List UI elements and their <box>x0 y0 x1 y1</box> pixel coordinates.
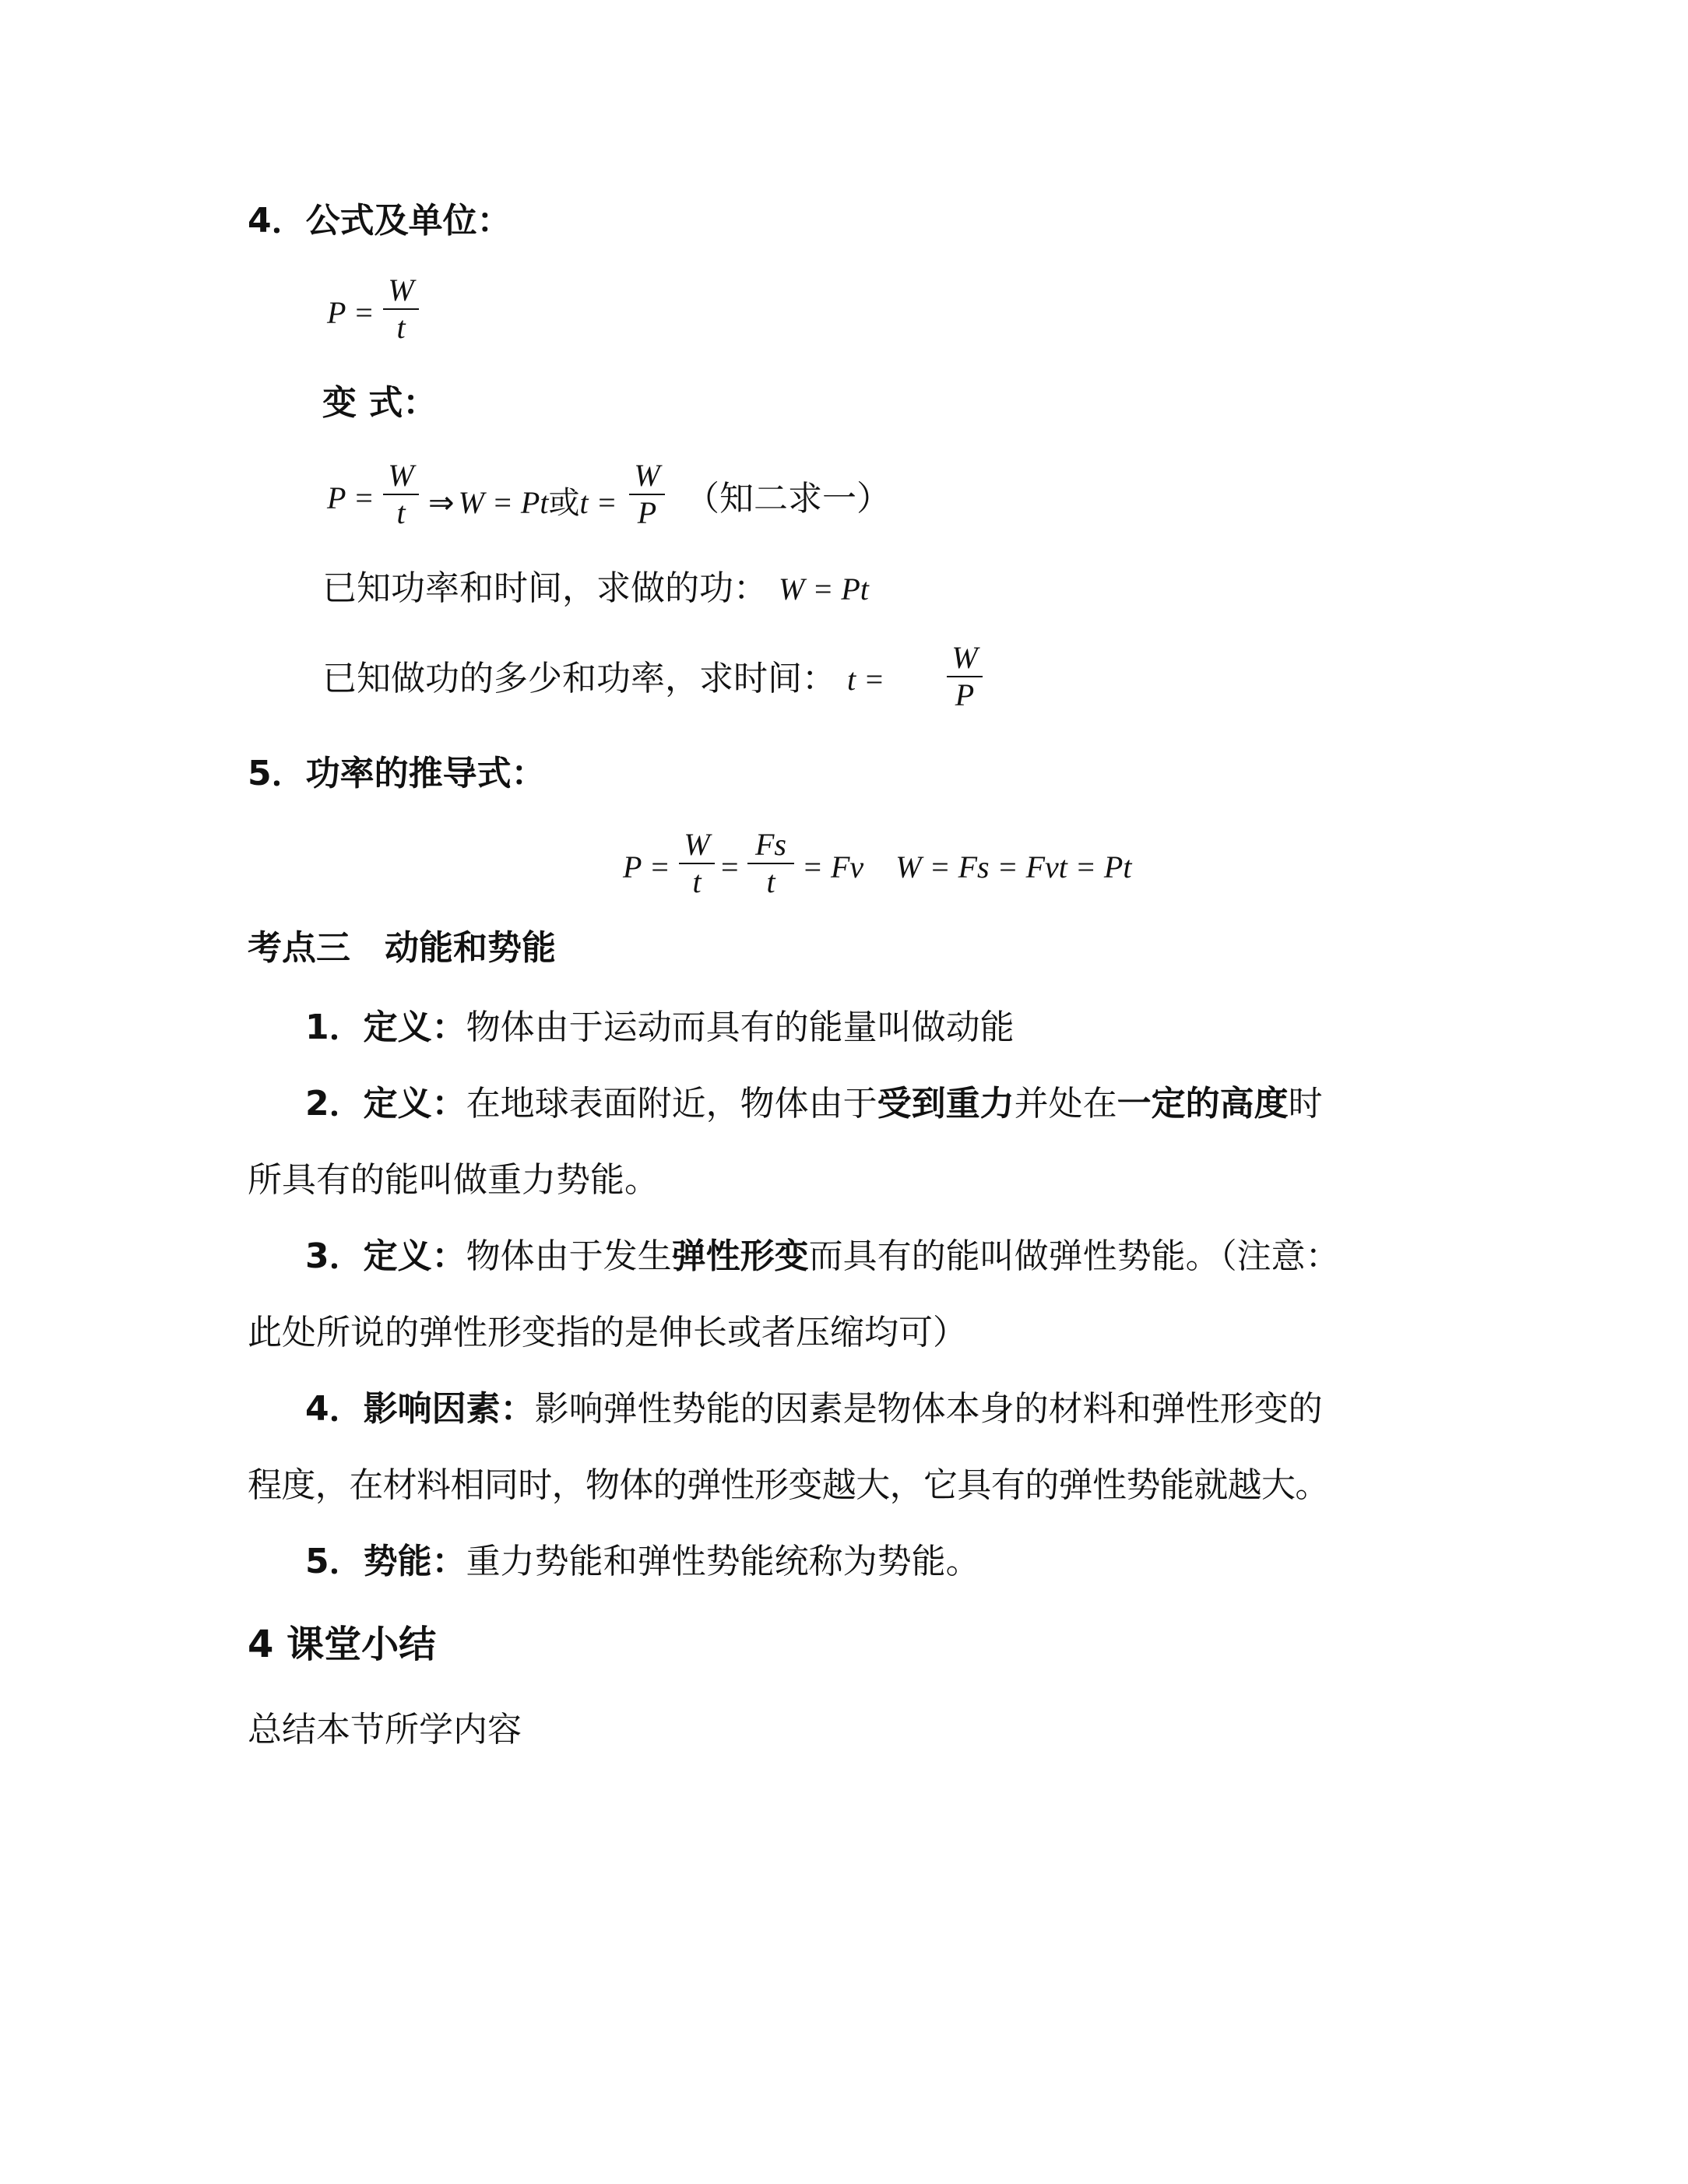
variant-note: （知二求一） <box>685 479 891 519</box>
implies-symbol: ⇒ <box>428 485 455 520</box>
known-power-time <box>322 568 869 610</box>
item-3-line-2: 此处所说的弹性形变指的是伸长或者压缩均可） <box>248 1313 967 1352</box>
item-number: 5 <box>305 1542 329 1581</box>
item-text: 物体由于运动而具有的能量叫做动能 <box>466 1008 1015 1047</box>
derivation-fraction-1 <box>679 828 715 899</box>
item-text: 而具有的能叫做弹性势能。（注意： <box>808 1236 1340 1276</box>
summary-heading <box>248 1623 436 1668</box>
item-number: 2 <box>305 1084 329 1124</box>
kaodian-3-title: 考点三 动能和势能 <box>248 928 556 968</box>
section-title: ．公式及单位： <box>271 201 512 241</box>
fraction-denominator: t <box>396 495 406 530</box>
variant-fraction-2 <box>629 459 665 529</box>
fraction-w-over-t <box>383 274 419 344</box>
fraction-numerator: W <box>684 827 710 862</box>
item-number: 4 <box>305 1389 329 1429</box>
item-text: 时 <box>1288 1084 1323 1124</box>
fraction-denominator: t <box>766 864 775 899</box>
item-4-line-1 <box>305 1389 1323 1430</box>
derivation-second: W = Fs = Fvt = Pt <box>895 849 1132 885</box>
known-2-fraction <box>947 642 983 712</box>
derivation-eq1 <box>721 849 739 885</box>
fraction-denominator: P <box>637 495 657 530</box>
summary-title: 4 课堂小结 <box>248 1623 437 1666</box>
item-label: ．定义： <box>329 1008 466 1047</box>
variant-lhs <box>327 480 375 516</box>
section-title: ．功率的推导式： <box>271 754 546 793</box>
item-label: ．定义： <box>329 1084 466 1124</box>
variant-fraction-1 <box>383 459 419 529</box>
formula-main <box>327 294 375 331</box>
item-label: ．势能： <box>329 1542 466 1581</box>
item-bold-text: 受到重力 <box>877 1084 1015 1124</box>
item-2-line-1 <box>305 1084 1323 1125</box>
item-2-line-2: 所具有的能叫做重力势能。 <box>248 1160 659 1200</box>
known-work-power <box>322 659 884 700</box>
item-label: ．影响因素： <box>329 1389 535 1429</box>
item-text: 并处在 <box>1014 1084 1117 1124</box>
section-number: 4 <box>248 201 272 241</box>
known-1-text: 已知功率和时间，求做的功： <box>322 568 768 608</box>
item-number: 1 <box>305 1008 329 1047</box>
variant-label <box>322 383 437 424</box>
item-bold-text: 弹性形变 <box>671 1236 809 1276</box>
item-4-line-2: 程度，在材料相同时，物体的弹性形变越大，它具有的弹性势能就越大。 <box>248 1465 1329 1505</box>
fraction-numerator: W <box>388 458 414 493</box>
section-number: 5 <box>248 754 272 793</box>
fraction-denominator: P <box>955 677 975 712</box>
variant-middle <box>428 478 617 522</box>
derivation-fraction-2 <box>747 828 794 899</box>
item-text: 重力势能和弹性势能统称为势能。 <box>466 1542 980 1581</box>
variant-mid-formula: W = Pt <box>458 485 549 520</box>
fraction-numerator: Fs <box>755 827 786 862</box>
fraction-denominator: t <box>396 310 406 345</box>
item-label: ．定义： <box>329 1236 466 1276</box>
known-1-formula: W = Pt <box>779 571 869 607</box>
summary-text: 总结本节所学内容 <box>248 1710 522 1750</box>
fraction-denominator: t <box>692 864 702 899</box>
formula-lhs: P = <box>327 295 375 330</box>
equals-sign: = <box>721 849 739 885</box>
item-1 <box>305 1008 1015 1049</box>
variant-t-eq: t = <box>579 485 617 520</box>
or-text: 或 <box>548 485 580 521</box>
kaodian-3-heading <box>248 928 556 969</box>
derivation-lhs-text: P = <box>623 849 670 885</box>
item-3-line-1 <box>305 1236 1340 1278</box>
fraction-numerator: W <box>388 273 414 308</box>
fraction-numerator: W <box>951 640 978 675</box>
section-5-heading <box>248 754 546 795</box>
item-bold-text: 一定的高度 <box>1117 1084 1289 1124</box>
derivation-lhs <box>623 849 670 885</box>
known-2-lhs: t = <box>847 662 885 697</box>
derivation-eq2: = Fv <box>802 849 864 885</box>
variant-label-text: 变 式： <box>322 383 438 423</box>
item-number: 3 <box>305 1236 329 1276</box>
derivation-rest <box>802 849 1131 885</box>
section-4-heading <box>248 201 512 242</box>
item-text: 在地球表面附近，物体由于 <box>466 1084 877 1124</box>
variant-lhs-text: P = <box>327 480 375 515</box>
item-5 <box>305 1542 980 1583</box>
known-2-text: 已知做功的多少和功率，求时间： <box>322 659 836 698</box>
fraction-numerator: W <box>634 458 660 493</box>
item-text: 影响弹性势能的因素是物体本身的材料和弹性形变的 <box>534 1389 1323 1429</box>
item-text: 物体由于发生 <box>466 1236 672 1276</box>
